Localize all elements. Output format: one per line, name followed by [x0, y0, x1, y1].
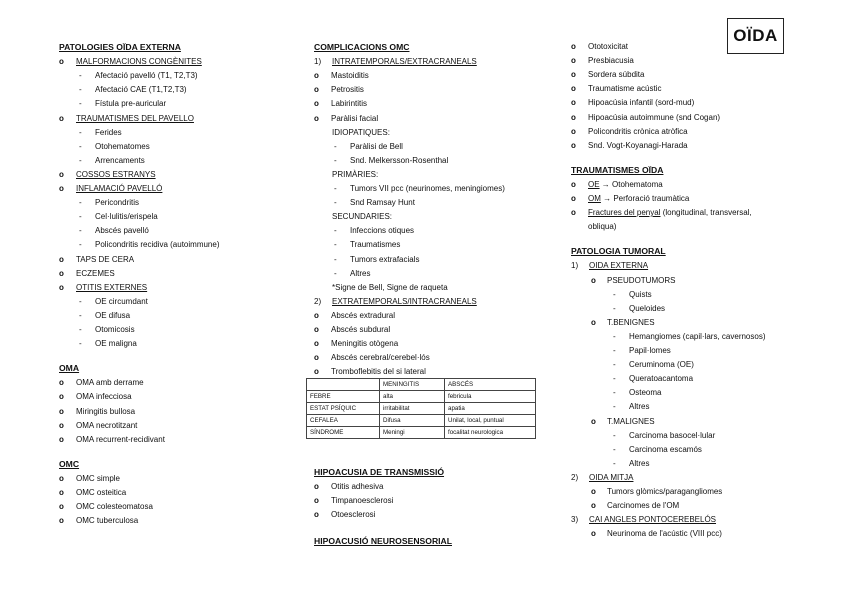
- bullet-icon: o: [314, 339, 319, 349]
- list-item: OTITIS EXTERNES: [76, 282, 148, 292]
- dash-icon: -: [79, 310, 82, 320]
- dash-icon: -: [613, 430, 616, 440]
- bullet-icon: o: [314, 99, 319, 109]
- list-number: 1): [571, 261, 579, 271]
- list-item: Altres: [629, 458, 650, 468]
- list-item: Infeccions otiques: [350, 226, 415, 236]
- list-number: 3): [571, 515, 579, 525]
- bullet-icon: o: [571, 194, 576, 203]
- list-item: COSSOS ESTRANYS: [76, 169, 156, 179]
- dash-icon: -: [79, 99, 82, 109]
- table-header-cell: ABSCÉS: [445, 379, 536, 391]
- table-row: [307, 415, 536, 427]
- bullet-icon: o: [59, 516, 64, 526]
- list-item: OMC tuberculosa: [76, 516, 139, 526]
- list-item-term: Fractures del penyal: [588, 208, 661, 218]
- list-item: Tumors glòmics/paragangliomes: [607, 487, 723, 496]
- dash-icon: -: [613, 444, 616, 454]
- list-item-text: → Perforació traumàtica: [600, 194, 690, 203]
- list-item: Hemangiomes (capil·lars, cavernosos): [629, 331, 766, 341]
- bullet-icon: o: [571, 126, 576, 136]
- bullet-icon: o: [59, 434, 64, 444]
- bullet-icon: o: [59, 268, 64, 278]
- list-item: Petrositis: [331, 85, 364, 95]
- table-header-row: [307, 379, 536, 391]
- bullet-icon: o: [571, 42, 576, 51]
- bullet-icon: o: [314, 310, 319, 320]
- bullet-icon: o: [571, 112, 576, 122]
- list-item: Ototoxicitat: [588, 42, 629, 51]
- dash-icon: -: [613, 360, 616, 370]
- list-item: SECUNDARIES:: [332, 212, 393, 222]
- dash-icon: -: [334, 184, 337, 193]
- dash-icon: -: [79, 296, 82, 306]
- table-row: [307, 403, 536, 415]
- list-item: Tumors extrafacials: [350, 254, 420, 264]
- dash-icon: -: [613, 346, 616, 355]
- subsection-heading: OIDA MITJA: [589, 472, 634, 482]
- bullet-icon: o: [314, 510, 319, 520]
- table-cell: SÍNDROME: [307, 427, 380, 439]
- dash-icon: -: [334, 240, 337, 250]
- list-item: Snd. Melkersson-Rosenthal: [350, 155, 449, 165]
- list-item: OMC colesteomatosa: [76, 502, 153, 512]
- dash-icon: -: [613, 289, 616, 299]
- list-item: Tromboflebitis del si lateral: [331, 367, 426, 377]
- list-item-text: (longitudinal, transversal,: [660, 208, 752, 218]
- list-item: Abscés subdural: [331, 325, 391, 334]
- list-item: INFLAMACIÓ PAVELLÓ: [76, 184, 163, 193]
- bullet-icon: o: [59, 406, 64, 416]
- dash-icon: -: [613, 303, 616, 313]
- list-item: Hipoacúsia autoimmune (snd Cogan): [588, 112, 721, 122]
- bullet-icon: o: [59, 184, 64, 193]
- bullet-icon: o: [571, 98, 576, 108]
- list-item: OE difusa: [95, 310, 131, 320]
- list-item: Altres: [629, 402, 650, 412]
- dash-icon: -: [79, 198, 82, 208]
- section-heading: HIPOACUSIA DE TRANSMISSIÓ: [314, 467, 445, 477]
- section-heading: TRAUMATISMES OÏDA: [571, 164, 664, 175]
- table-cell: focalitat neurologica: [445, 427, 536, 439]
- list-item: OMA necrotitzant: [76, 420, 138, 430]
- list-item: MALFORMACIONS CONGÈNITES: [76, 57, 202, 67]
- list-item: [588, 194, 689, 204]
- list-item: Paràlisi de Bell: [350, 141, 403, 151]
- list-item-term: OM: [588, 194, 601, 203]
- list-item: Miringitis bullosa: [76, 406, 136, 416]
- list-item: Cel·lulitis/erispela: [95, 212, 158, 222]
- list-item: T.MALIGNES: [607, 416, 655, 426]
- list-item: Hipoacúsia infantil (sord-mud): [588, 98, 695, 108]
- bullet-icon: o: [59, 169, 64, 179]
- list-item: Otomicosis: [95, 325, 135, 334]
- list-item: ECZEMES: [76, 268, 115, 278]
- dash-icon: -: [79, 226, 82, 236]
- bullet-icon: o: [59, 378, 64, 388]
- list-item: IDIOPATIQUES:: [332, 127, 390, 137]
- dash-icon: -: [334, 254, 337, 264]
- table-header-cell: MENINGITIS: [380, 379, 445, 391]
- list-item: Abscés cerebral/cerebel·lós: [331, 353, 430, 363]
- bullet-icon: o: [314, 85, 319, 95]
- table-cell: CEFALEA: [307, 415, 380, 427]
- list-item: OE circumdant: [95, 296, 148, 306]
- list-item: Otitis adhesiva: [331, 482, 384, 492]
- list-item: Traumatisme acústic: [588, 84, 662, 94]
- bullet-icon: o: [59, 57, 64, 67]
- list-item: Traumatismes: [350, 240, 401, 250]
- bullet-icon: o: [571, 140, 576, 150]
- bullet-icon: o: [314, 496, 319, 506]
- table-cell: febricula: [445, 391, 536, 403]
- dash-icon: -: [613, 402, 616, 412]
- list-item: OMC simple: [76, 473, 121, 483]
- dash-icon: -: [79, 325, 82, 334]
- bullet-icon: o: [59, 502, 64, 512]
- list-item: Timpanoesclerosi: [331, 496, 394, 506]
- bullet-icon: o: [591, 501, 596, 511]
- bullet-icon: o: [59, 420, 64, 430]
- list-item: Snd. Vogt-Koyanagi-Harada: [588, 140, 688, 150]
- bullet-icon: o: [571, 208, 576, 218]
- list-item: Pericondritis: [95, 198, 140, 208]
- list-item: Ferides: [95, 127, 122, 137]
- bullet-icon: o: [59, 254, 64, 264]
- dash-icon: -: [79, 141, 82, 151]
- list-item: Meningitis otògena: [331, 339, 399, 349]
- list-item: TAPS DE CERA: [76, 254, 135, 264]
- dash-icon: -: [79, 85, 82, 95]
- dash-icon: -: [79, 155, 82, 165]
- bullet-icon: o: [314, 367, 319, 377]
- dash-icon: -: [334, 226, 337, 236]
- bullet-icon: o: [591, 487, 596, 496]
- bullet-icon: o: [314, 71, 319, 81]
- dash-icon: -: [334, 141, 337, 151]
- list-item: Arrencaments: [95, 155, 145, 165]
- table-cell: Unilat, local, puntual: [445, 415, 536, 427]
- section-heading: PATOLOGIA TUMORAL: [571, 246, 666, 257]
- table-row: [307, 427, 536, 439]
- table-cell: Difusa: [380, 415, 445, 427]
- table-header-cell: [307, 379, 380, 391]
- list-item: Quists: [629, 289, 652, 299]
- subsection-heading: OIDA EXTERNA: [589, 261, 649, 271]
- list-item: Abscés pavelló: [95, 226, 149, 236]
- bullet-icon: o: [591, 317, 596, 327]
- list-item: Afectació pavelló (T1, T2,T3): [95, 71, 198, 81]
- list-item: Papil·lomes: [629, 346, 671, 355]
- list-item: Paràlisi facial: [331, 113, 379, 123]
- bullet-icon: o: [59, 282, 64, 292]
- bullet-icon: o: [314, 325, 319, 334]
- bullet-icon: o: [591, 529, 596, 539]
- section-heading: COMPLICACIONS OMC: [314, 42, 410, 52]
- comparison-table: [306, 378, 536, 439]
- subsection-heading: INTRATEMPORALS/EXTRACRANEALS: [332, 57, 477, 67]
- table-cell: apatia: [445, 403, 536, 415]
- list-item: Afectació CAE (T1,T2,T3): [95, 85, 187, 95]
- list-item: obliqua): [588, 222, 617, 232]
- list-item: Sordera súbdita: [588, 70, 645, 80]
- list-item: [588, 208, 752, 218]
- section-heading: OMA: [59, 363, 80, 374]
- bullet-icon: o: [314, 353, 319, 363]
- list-item: Fístula pre-auricular: [95, 99, 167, 109]
- dash-icon: -: [334, 155, 337, 165]
- list-item: Policondritis crònica atròfica: [588, 126, 688, 136]
- subsection-heading: CAI ANGLES PONTOCEREBELÓS: [589, 515, 717, 525]
- subsection-heading: EXTRATEMPORALS/INTRACRANEALS: [332, 296, 477, 306]
- list-item: Ceruminoma (OE): [629, 360, 694, 370]
- dash-icon: -: [79, 339, 82, 349]
- table-cell: ESTAT PSÍQUIC: [307, 403, 380, 415]
- list-item: OMA infecciosa: [76, 392, 132, 402]
- bullet-icon: o: [571, 56, 576, 66]
- table-cell: FEBRE: [307, 391, 380, 403]
- list-item: Abscés extradural: [331, 310, 396, 320]
- table-cell: irritabilitat: [380, 403, 445, 415]
- list-item: Neurinoma de l'acústic (VIII pcc): [607, 529, 722, 539]
- dash-icon: -: [79, 212, 82, 222]
- section-heading: HIPOACUSIÓ NEUROSENSORIAL: [314, 536, 452, 547]
- list-item: TRAUMATISMES DEL PAVELLO: [76, 113, 194, 123]
- bullet-icon: o: [571, 70, 576, 80]
- list-item: Carcinoma basocel·lular: [629, 430, 716, 440]
- list-item: Snd Ramsay Hunt: [350, 198, 415, 208]
- list-item-text: → Otohematoma: [599, 179, 663, 189]
- section-heading: OMC: [59, 458, 80, 469]
- list-item: OMA amb derrame: [76, 378, 144, 388]
- bullet-icon: o: [59, 488, 64, 497]
- list-number: 2): [571, 472, 579, 482]
- list-item: Presbiacusia: [588, 56, 634, 66]
- list-item: Queratoacantoma: [629, 374, 694, 384]
- list-item: OMA recurrent-recidivant: [76, 434, 165, 444]
- dash-icon: -: [613, 388, 616, 398]
- bullet-icon: o: [59, 392, 64, 402]
- table-row: [307, 391, 536, 403]
- list-item: OE maligna: [95, 339, 137, 349]
- page-title: OÏDA: [733, 26, 778, 45]
- list-number: 2): [314, 296, 322, 306]
- list-item: PRIMÀRIES:: [332, 169, 379, 179]
- bullet-icon: o: [571, 84, 576, 94]
- list-item: Carcinoma escamós: [629, 444, 702, 454]
- list-item: Otoesclerosi: [331, 510, 376, 520]
- dash-icon: -: [613, 331, 616, 341]
- dash-icon: -: [79, 240, 82, 250]
- table-cell: Meningi: [380, 427, 445, 439]
- bullet-icon: o: [591, 275, 596, 285]
- list-item: T.BENIGNES: [607, 317, 655, 327]
- list-item: Altres: [350, 268, 371, 278]
- bullet-icon: o: [571, 179, 576, 189]
- list-item-term: OE: [588, 179, 600, 189]
- dash-icon: -: [613, 374, 616, 384]
- list-item: Otohematomes: [95, 141, 150, 151]
- list-item: Queloides: [629, 303, 666, 313]
- list-item: Osteoma: [629, 388, 662, 398]
- dash-icon: -: [79, 71, 82, 81]
- bullet-icon: o: [591, 416, 596, 426]
- list-item: [588, 180, 663, 190]
- list-item: Tumors VII pcc (neurinomes, meningiomes): [350, 184, 505, 193]
- section-heading: PATOLOGIES OÏDA EXTERNA: [59, 42, 181, 52]
- bullet-icon: o: [314, 482, 319, 492]
- list-item: OMC osteitica: [76, 488, 127, 497]
- bullet-icon: o: [59, 113, 64, 123]
- list-item: Carcinomes de l'OM: [607, 501, 680, 511]
- list-item: *Signe de Bell, Signe de raqueta: [332, 282, 448, 292]
- list-item: PSEUDOTUMORS: [607, 275, 676, 285]
- list-number: 1): [314, 57, 322, 67]
- dash-icon: -: [613, 458, 616, 468]
- dash-icon: -: [334, 198, 337, 208]
- dash-icon: -: [334, 268, 337, 278]
- page-title-box: [727, 18, 784, 54]
- list-item: Labirintitis: [331, 99, 368, 109]
- bullet-icon: o: [314, 113, 319, 123]
- dash-icon: -: [79, 127, 82, 137]
- list-item: Mastoiditis: [331, 71, 369, 81]
- table-cell: alta: [380, 391, 445, 403]
- list-item: Policondritis recidiva (autoimmune): [95, 240, 220, 250]
- bullet-icon: o: [59, 473, 64, 483]
